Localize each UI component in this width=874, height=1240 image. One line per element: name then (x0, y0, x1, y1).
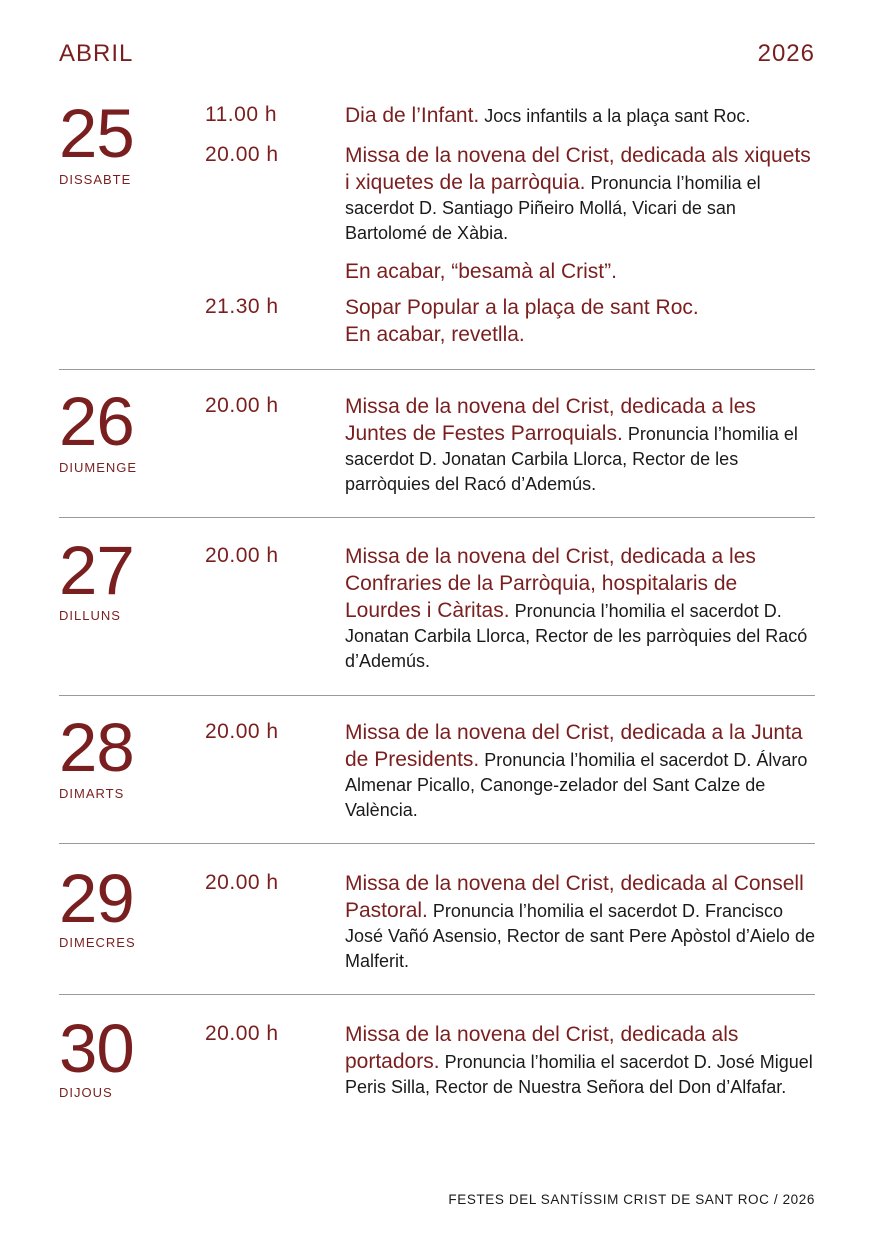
event-text: Pronuncia l’homilia el sacerdot D. Francisco José Vañó Asensio, Rector de sant Pere Apòstol d’Aielo de Malferit. (345, 901, 815, 971)
day-number: 26 (59, 383, 134, 460)
event-time: 20.00 h (205, 720, 279, 743)
event-highlight: Missa de la novena del Crist, dedicada a la Junta de Presidents. (345, 721, 803, 771)
event-highlight: Missa de la novena del Crist, dedicada als xiquets i xiquetes de la parròquia. (345, 144, 811, 194)
day-number: 25 (59, 95, 134, 172)
day-name: DILLUNS (59, 608, 121, 623)
event-description (345, 1021, 817, 1100)
divider (59, 994, 815, 995)
event-description (345, 294, 817, 348)
divider (59, 517, 815, 518)
event-description (345, 258, 817, 285)
event-highlight: Missa de la novena del Crist, dedicada a les Confraries de la Parròquia, hospitalaris de Lourdes i Càritas. (345, 545, 756, 622)
event-description (345, 719, 817, 823)
day-number: 27 (59, 532, 134, 609)
month-label: ABRIL (59, 40, 134, 67)
event-time: 20.00 h (205, 544, 279, 567)
day-name: DIMARTS (59, 786, 125, 801)
day-name: DIUMENGE (59, 460, 138, 475)
event-text: Pronuncia l’homilia el sacerdot D. Jonatan Carbila Llorca, Rector de les parròquies del Racó d’Ademús. (345, 601, 808, 671)
event-text: Pronuncia l’homilia el sacerdot D. Álvaro Almenar Picallo, Canonge-zelador del Sant Calze de València. (345, 750, 808, 820)
event-description (345, 543, 817, 674)
event-time: 20.00 h (205, 394, 279, 417)
event-text: Pronuncia l’homilia el sacerdot D. José Miguel Peris Silla, Rector de Nuestra Señora del Don d’Alfafar. (345, 1052, 813, 1097)
event-highlight: Missa de la novena del Crist, dedicada a les Juntes de Festes Parroquials. (345, 395, 756, 445)
year-label: 2026 (757, 40, 815, 67)
footer-text: FESTES DEL SANTÍSSIM CRIST DE SANT ROC / 2026 (448, 1192, 815, 1207)
event-time: 21.30 h (205, 295, 279, 318)
day-number: 30 (59, 1010, 134, 1087)
event-text: Pronuncia l’homilia el sacerdot D. Jonatan Carbila Llorca, Rector de les parròquies del Racó d’Ademús. (345, 424, 798, 494)
divider (59, 843, 815, 844)
event-highlight: Dia de l’Infant. (345, 104, 480, 127)
event-highlight: Missa de la novena del Crist, dedicada al Consell Pastoral. (345, 872, 804, 922)
event-description (345, 142, 817, 246)
event-text: Pronuncia l’homilia el sacerdot D. Santiago Piñeiro Mollá, Vicari de san Bartolomé de Xàbia. (345, 173, 761, 243)
event-time: 20.00 h (205, 871, 279, 894)
event-time: 20.00 h (205, 143, 279, 166)
divider (59, 369, 815, 370)
event-highlight-second-line: En acabar, revetlla. (345, 323, 525, 346)
event-description (345, 870, 817, 974)
event-time: 20.00 h (205, 1022, 279, 1045)
event-text: Jocs infantils a la plaça sant Roc. (479, 106, 751, 126)
event-time: 11.00 h (205, 103, 278, 126)
event-description (345, 393, 817, 497)
event-highlight: Missa de la novena del Crist, dedicada als portadors. (345, 1023, 739, 1073)
event-highlight: En acabar, “besamà al Crist”. (345, 260, 617, 283)
event-description (345, 102, 817, 129)
day-name: DIMECRES (59, 935, 136, 950)
day-number: 29 (59, 860, 134, 937)
day-number: 28 (59, 709, 134, 786)
day-name: DIJOUS (59, 1085, 113, 1100)
event-highlight: Sopar Popular a la plaça de sant Roc. (345, 296, 699, 319)
day-name: DISSABTE (59, 172, 132, 187)
divider (59, 695, 815, 696)
